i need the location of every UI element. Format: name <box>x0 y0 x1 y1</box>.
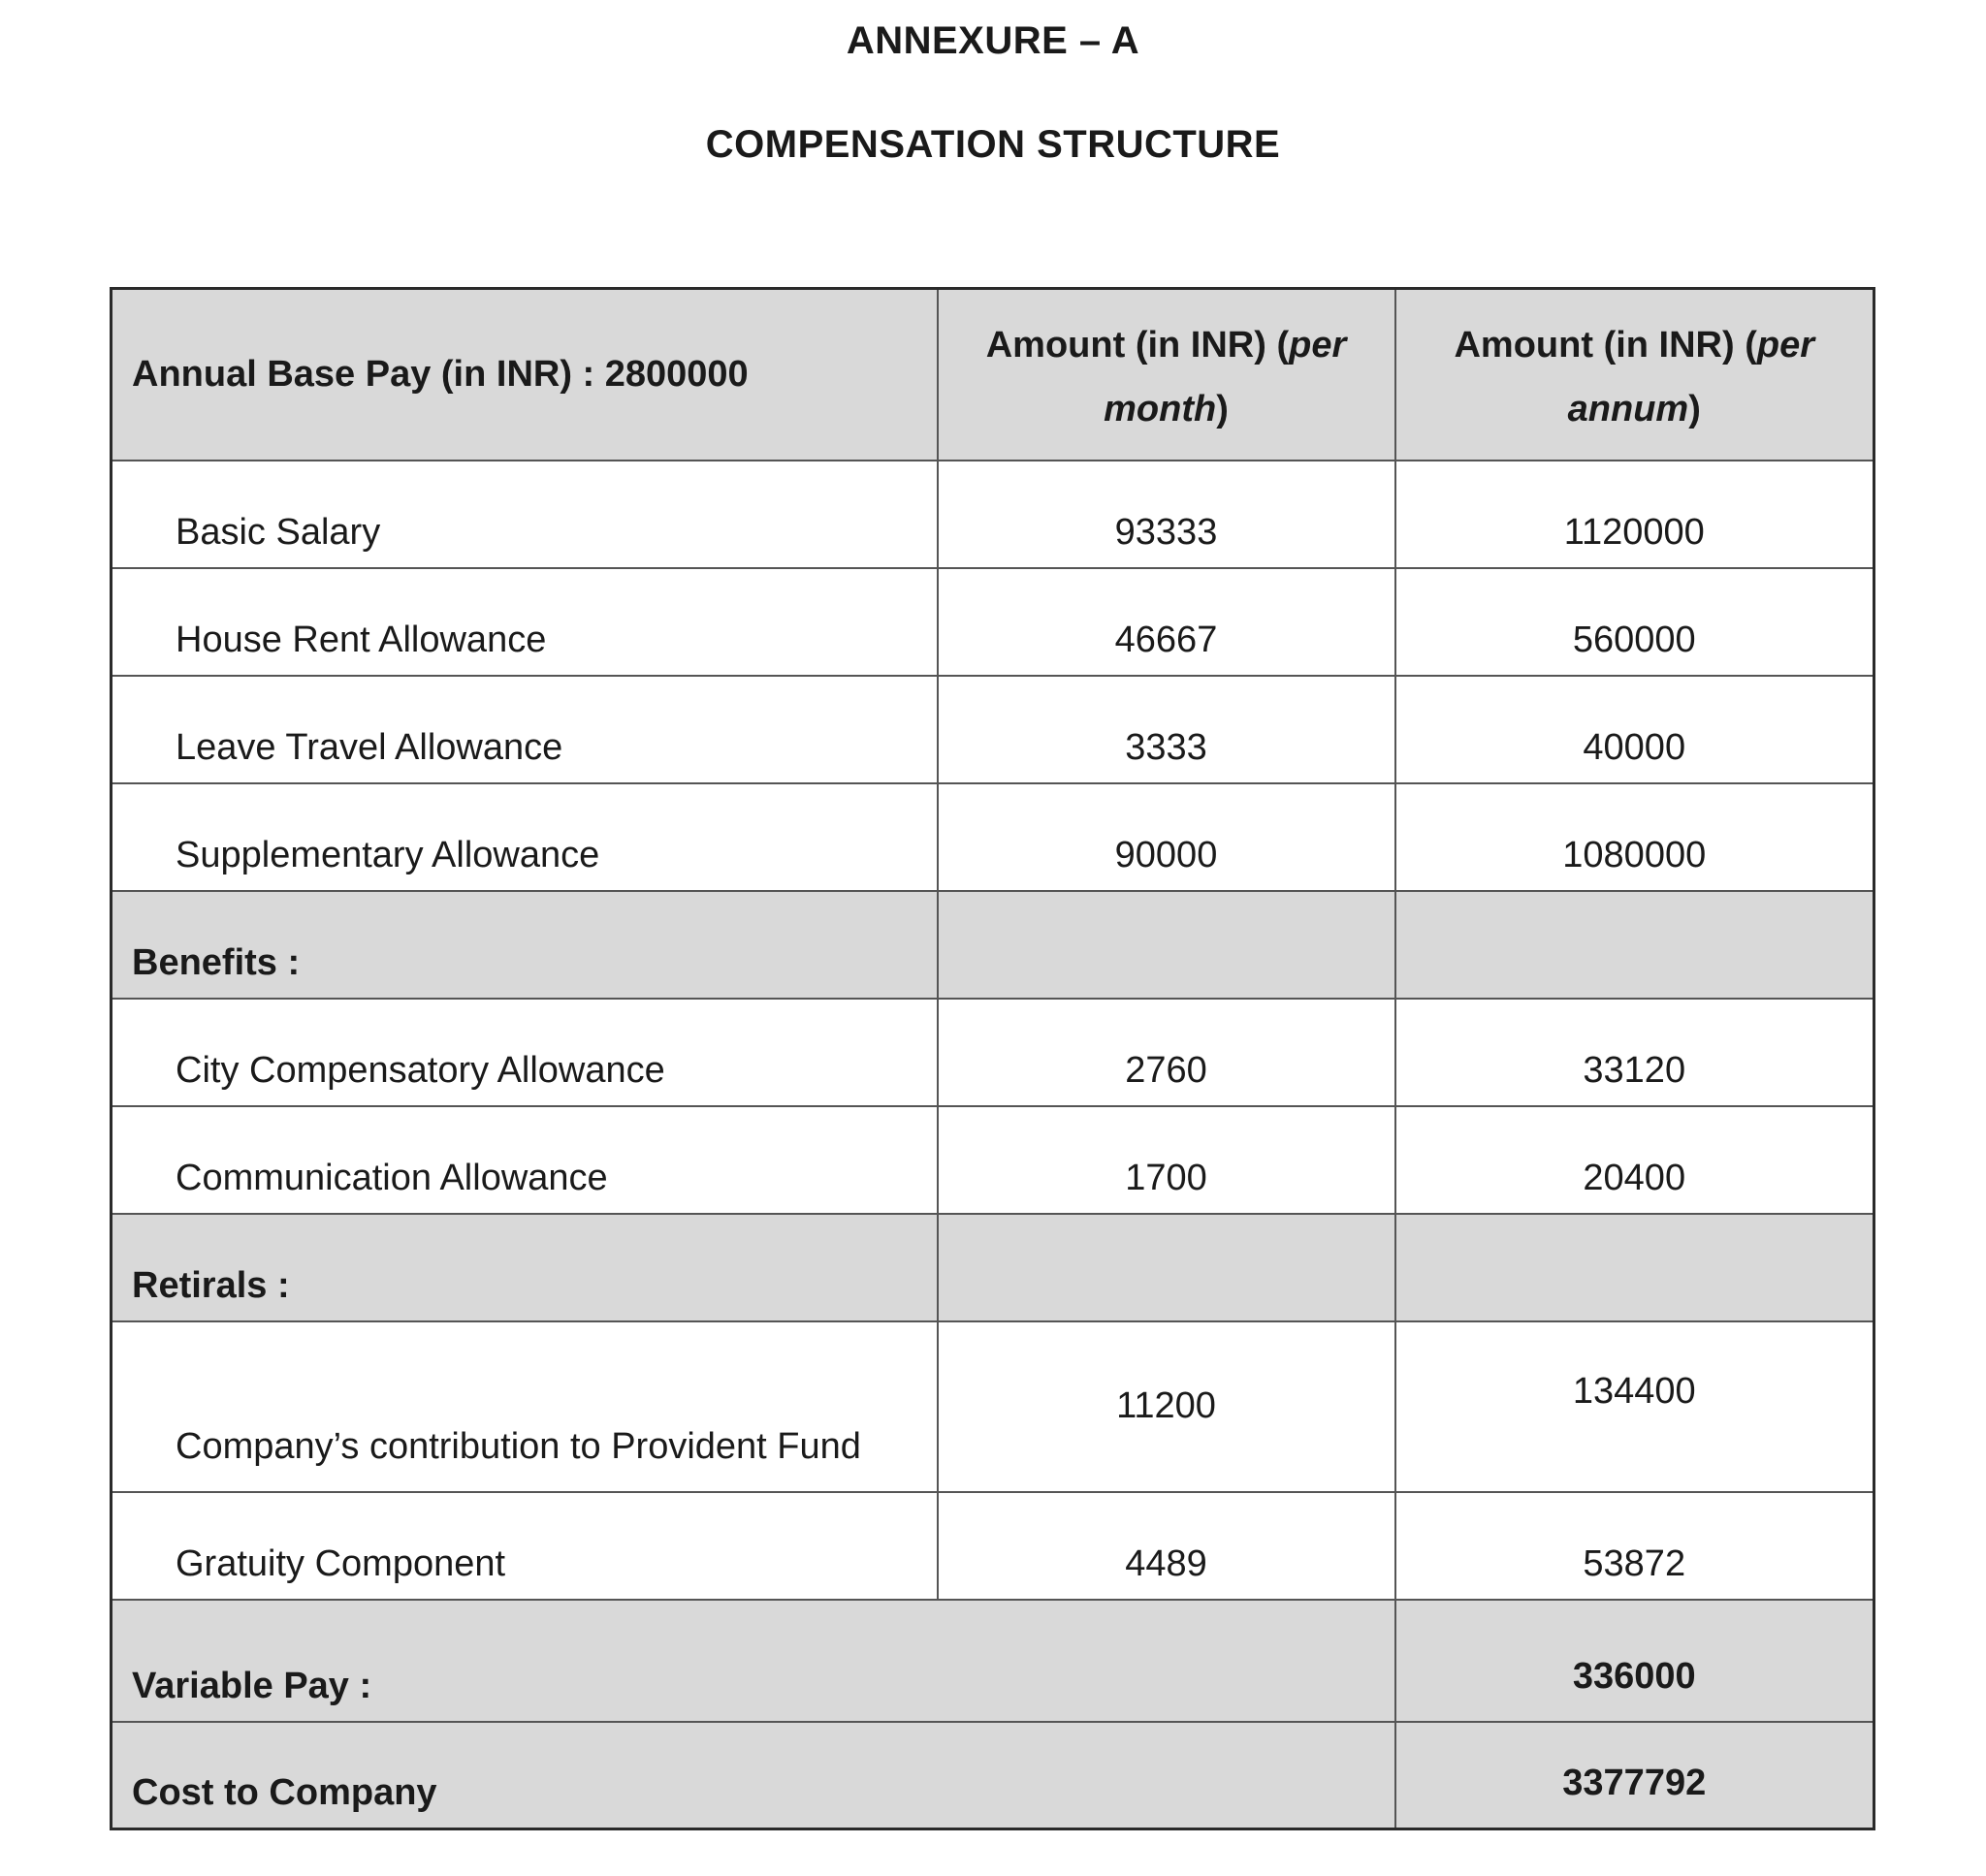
benefits-section-label: Benefits : <box>112 891 938 999</box>
benefit-label: City Compensatory Allowance <box>112 999 938 1106</box>
table-row <box>112 1492 1874 1600</box>
annual-amount: 20400 <box>1395 1106 1874 1214</box>
table-row <box>112 568 1874 676</box>
table-header-row <box>112 289 1874 461</box>
annual-amount: 134400 <box>1395 1321 1874 1492</box>
component-label: Supplementary Allowance <box>112 783 938 891</box>
annual-amount: 53872 <box>1395 1492 1874 1600</box>
empty-cell <box>938 891 1395 999</box>
annual-amount: 1120000 <box>1395 461 1874 568</box>
benefits-section-row <box>112 891 1874 999</box>
annual-amount-header <box>1395 289 1874 461</box>
variable-pay-amount: 336000 <box>1395 1600 1874 1722</box>
annual-header-suffix: ) <box>1688 389 1701 430</box>
monthly-amount: 90000 <box>938 783 1395 891</box>
retiral-label: Gratuity Component <box>112 1492 938 1600</box>
monthly-amount: 2760 <box>938 999 1395 1106</box>
table-row <box>112 1321 1874 1492</box>
cost-to-company-amount: 3377792 <box>1395 1722 1874 1829</box>
annual-amount: 33120 <box>1395 999 1874 1106</box>
annual-amount: 1080000 <box>1395 783 1874 891</box>
monthly-amount: 4489 <box>938 1492 1395 1600</box>
empty-cell <box>938 1214 1395 1321</box>
annexure-title: ANNEXURE – A <box>846 19 1140 62</box>
component-label: Leave Travel Allowance <box>112 676 938 783</box>
table-row <box>112 676 1874 783</box>
table-row <box>112 461 1874 568</box>
monthly-header-suffix: ) <box>1216 389 1229 430</box>
variable-pay-label: Variable Pay : <box>112 1600 1395 1722</box>
component-label: House Rent Allowance <box>112 568 938 676</box>
monthly-amount-header <box>938 289 1395 461</box>
annual-header-italic: per annum <box>1567 325 1814 430</box>
table-row <box>112 999 1874 1106</box>
monthly-amount: 46667 <box>938 568 1395 676</box>
cost-to-company-row <box>112 1722 1874 1829</box>
monthly-amount: 11200 <box>938 1321 1395 1492</box>
compensation-structure-heading: COMPENSATION STRUCTURE <box>705 123 1281 166</box>
monthly-amount: 93333 <box>938 461 1395 568</box>
retirals-section-label: Retirals : <box>112 1214 938 1321</box>
annual-amount: 560000 <box>1395 568 1874 676</box>
annual-amount: 40000 <box>1395 676 1874 783</box>
monthly-amount: 3333 <box>938 676 1395 783</box>
empty-cell <box>1395 1214 1874 1321</box>
annual-header-prefix: Amount (in INR) ( <box>1454 325 1757 366</box>
monthly-header-italic: per month <box>1104 325 1347 430</box>
table-row <box>112 783 1874 891</box>
retirals-section-row <box>112 1214 1874 1321</box>
cost-to-company-label: Cost to Company <box>112 1722 1395 1829</box>
component-label: Basic Salary <box>112 461 938 568</box>
empty-cell <box>1395 891 1874 999</box>
retiral-label: Company’s contribution to Provident Fund <box>112 1321 938 1492</box>
annual-base-pay-header: Annual Base Pay (in INR) : 2800000 <box>112 289 938 461</box>
monthly-header-prefix: Amount (in INR) ( <box>985 325 1290 366</box>
compensation-table <box>110 287 1875 1830</box>
monthly-amount: 1700 <box>938 1106 1395 1214</box>
benefit-label: Communication Allowance <box>112 1106 938 1214</box>
table-row <box>112 1106 1874 1214</box>
variable-pay-row <box>112 1600 1874 1722</box>
